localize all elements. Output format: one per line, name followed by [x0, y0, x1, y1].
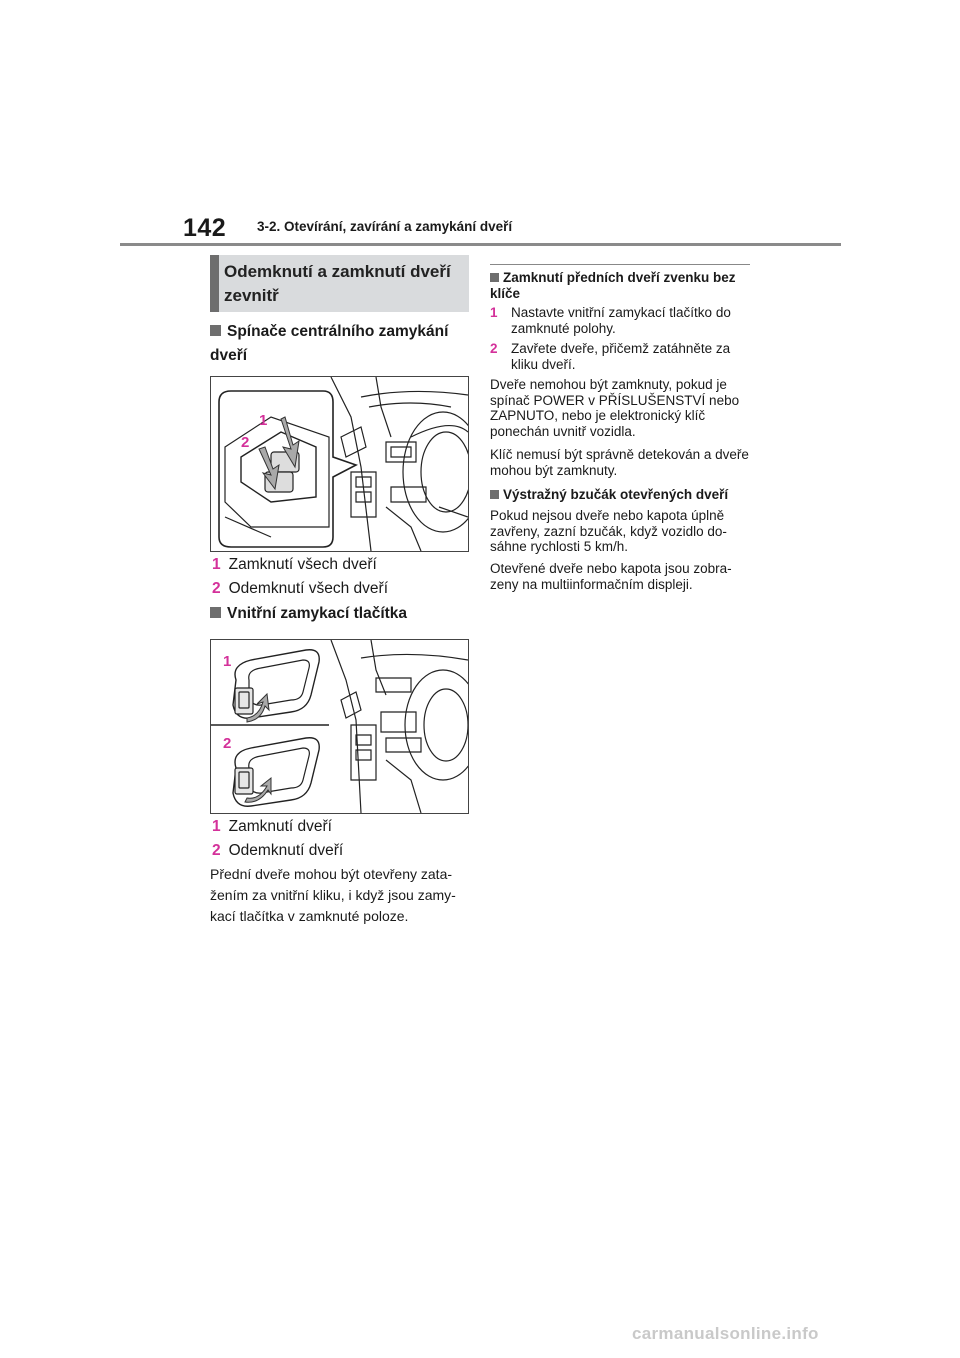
step-number: 1	[490, 305, 498, 320]
square-bullet-icon	[210, 325, 221, 336]
inner-lock-item-1	[212, 818, 332, 836]
item-text: Odemknutí všech dveří	[228, 580, 388, 597]
step-text: Nastavte vnitřní zamykací tlačítko do zamknuté polohy.	[511, 305, 731, 336]
subheading-buzzer	[490, 487, 752, 503]
subheading-inner-lock	[210, 602, 472, 626]
square-bullet-icon	[490, 273, 499, 282]
item-number: 1	[212, 556, 221, 573]
subheading-central-lock	[210, 320, 472, 368]
subheading-central-lock-text: Spínače centrálního zamykání dveří	[210, 323, 449, 364]
section-heading	[210, 255, 469, 312]
item-number: 2	[212, 842, 221, 859]
section-title: Odemknutí a zamknutí dveří zevnitř	[224, 262, 451, 305]
central-lock-item-1	[212, 556, 377, 574]
central-lock-illustration	[210, 376, 469, 552]
section-heading-bar	[210, 255, 219, 312]
subheading-keyless	[490, 270, 752, 301]
item-number: 2	[212, 580, 221, 597]
door-handle-illustration	[211, 640, 468, 813]
step-number: 2	[490, 341, 498, 356]
item-text: Zamknutí všech dveří	[228, 556, 377, 573]
subheading-inner-lock-text: Vnitřní zamykací tlačítka	[227, 605, 408, 622]
buzzer-para-2: Otevřené dveře nebo kapota jsou zobra-zeny na multiinformačním displeji.	[490, 561, 732, 592]
item-text: Zamknutí dveří	[228, 818, 332, 835]
step-text: Zavřete dveře, přičemž zatáhněte za kliku dveří.	[511, 341, 731, 372]
square-bullet-icon	[210, 607, 221, 618]
item-number: 1	[212, 818, 221, 835]
inner-lock-illustration	[210, 639, 469, 814]
buzzer-para-1: Pokud nejsou dveře nebo kapota úplně zavřeny, zazní bzučák, když vozidlo do-sáhne rychlosti 5 km/h.	[490, 508, 727, 554]
inner-lock-item-2	[212, 842, 343, 860]
keyless-para-1: Dveře nemohou být zamknuty, pokud je spínač POWER v PŘÍSLUŠENSTVÍ nebo ZAPNUTO, nebo je elektronický klíč ponechán uvnitř vozidla.	[490, 377, 740, 439]
central-lock-item-2	[212, 580, 388, 598]
figure-callout-1: 1	[223, 653, 232, 670]
square-bullet-icon	[490, 490, 499, 499]
right-column-rule	[490, 264, 750, 265]
figure-callout-2: 2	[223, 735, 232, 752]
keyless-para-2: Klíč nemusí být správně detekován a dveře mohou být zamknuty.	[490, 447, 749, 478]
watermark: carmanualsonline.info	[632, 1324, 819, 1343]
page-number: 142	[183, 214, 227, 242]
item-text: Odemknutí dveří	[228, 842, 344, 859]
subheading-keyless-text: Zamknutí předních dveří zvenku bez klíče	[490, 270, 736, 301]
dashboard-switch-illustration	[211, 377, 468, 551]
inner-lock-note: Přední dveře mohou být otevřeny zata- žením za vnitřní kliku, i když jsou zamy-kací tlačítka v zamknuté poloze.	[210, 866, 456, 924]
chapter-title: 3-2. Otevírání, zavírání a zamykání dveří	[257, 219, 513, 234]
header-rule	[120, 243, 841, 246]
subheading-buzzer-text: Výstražný bzučák otevřených dveří	[503, 487, 729, 502]
figure-callout-1: 1	[259, 412, 268, 429]
figure-callout-2: 2	[241, 434, 250, 451]
